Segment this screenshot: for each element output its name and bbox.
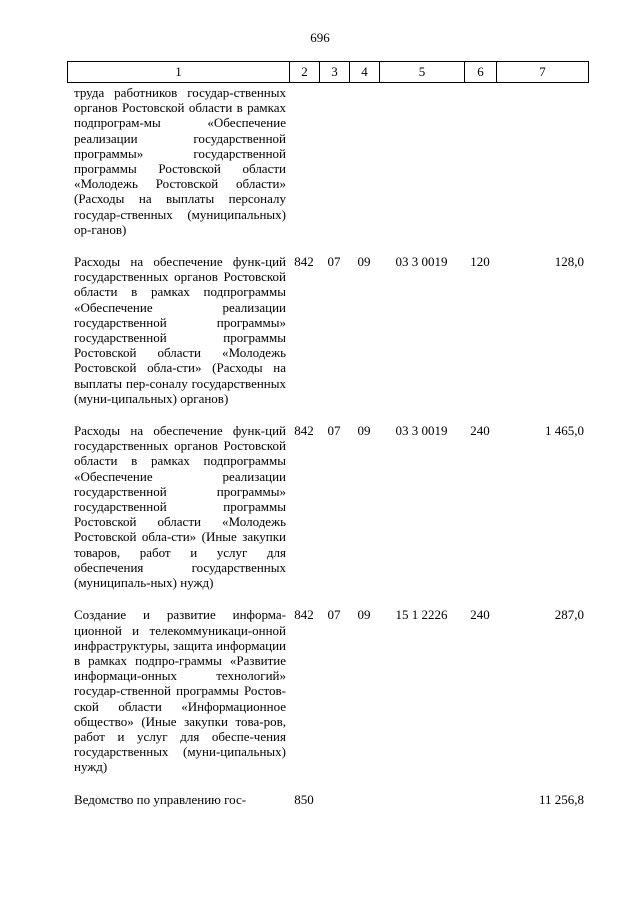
row-col-5 [379,85,464,254]
row-col-6 [464,792,496,807]
row-col-2 [289,85,319,254]
row-amount: 128,0 [554,254,584,270]
header-col-6: 6 [465,62,497,83]
row-amount [496,85,588,254]
row-description: Ведомство по управлению гос- [74,791,247,807]
row-col-5 [379,792,464,807]
row-col-4 [349,792,379,807]
row-description: Создание и развитие информа-ционной и телекоммуникаци-онной инфраструктуры, защита информации в рамках подпро-граммы «Развитие информаци-онных технологий» государ-ственной программы Ростов-ской области «Информационное общество» (Иные закупки това-ров, работ и услуг для обеспе-чения государственных (муни-ципальных) нужд) [74,607,286,775]
row-amount: 287,0 [554,607,584,623]
row-description: Расходы на обеспечение функ-ций государственных органов Ростовской области в рамках подпрограммы «Обеспечение реализации государственной программы» государственной программы Ростовской области «Молодежь Ростовской обла-сти» (Расходы на выплаты пер-соналу государственных (муни-ципальных) органов) [74,254,286,406]
row-amount: 11 256,8 [538,791,584,807]
table-row [67,423,588,607]
row-col-2: 842 [294,254,314,270]
row-col-4: 09 [357,607,371,623]
budget-table [67,85,588,807]
row-col-3 [319,85,349,254]
row-col-6: 120 [470,254,490,270]
row-col-2: 842 [294,423,314,439]
header-col-3: 3 [320,62,350,83]
row-col-4 [349,85,379,254]
table-row [67,607,588,791]
header-col-7: 7 [497,62,589,83]
row-col-3: 07 [327,254,341,270]
header-col-1: 1 [68,62,290,83]
row-col-5: 03 3 0019 [395,423,448,439]
row-col-6: 240 [470,607,490,623]
row-col-3: 07 [327,423,341,439]
row-description: Расходы на обеспечение функ-ций государственных органов Ростовской области в рамках подпрограммы «Обеспечение реализации государственной программы» государственной программы Ростовской области «Молодежь Ростовской обла-сти» (Иные закупки товаров, работ и услуг для обеспечения государственных (муниципаль-ных) нужд) [74,423,286,591]
table-row [67,254,588,423]
header-col-5: 5 [380,62,465,83]
page-number: 696 [310,30,330,45]
header-col-4: 4 [350,62,380,83]
row-col-5: 15 1 2226 [395,607,448,623]
header-col-2: 2 [290,62,320,83]
table-row [67,792,588,807]
row-description: труда работников государ-ственных органов Ростовской области в рамках подпрограм-мы «Обеспечение реализации государственной программы» государственной программы Ростовской области «Молодежь Ростовской области» (Расходы на выплаты персоналу государ-ственных (муниципальных) ор-ганов) [74,85,286,237]
column-header-row [67,61,589,83]
row-col-4: 09 [357,254,371,270]
table-row [67,85,588,254]
row-col-3 [319,792,349,807]
row-col-4: 09 [357,423,371,439]
row-col-6: 240 [470,423,490,439]
row-col-3: 07 [327,607,341,623]
row-col-2: 850 [294,791,314,807]
row-col-5: 03 3 0019 [395,254,448,270]
row-amount: 1 465,0 [545,423,584,439]
row-col-6 [464,85,496,254]
row-col-2: 842 [294,607,314,623]
